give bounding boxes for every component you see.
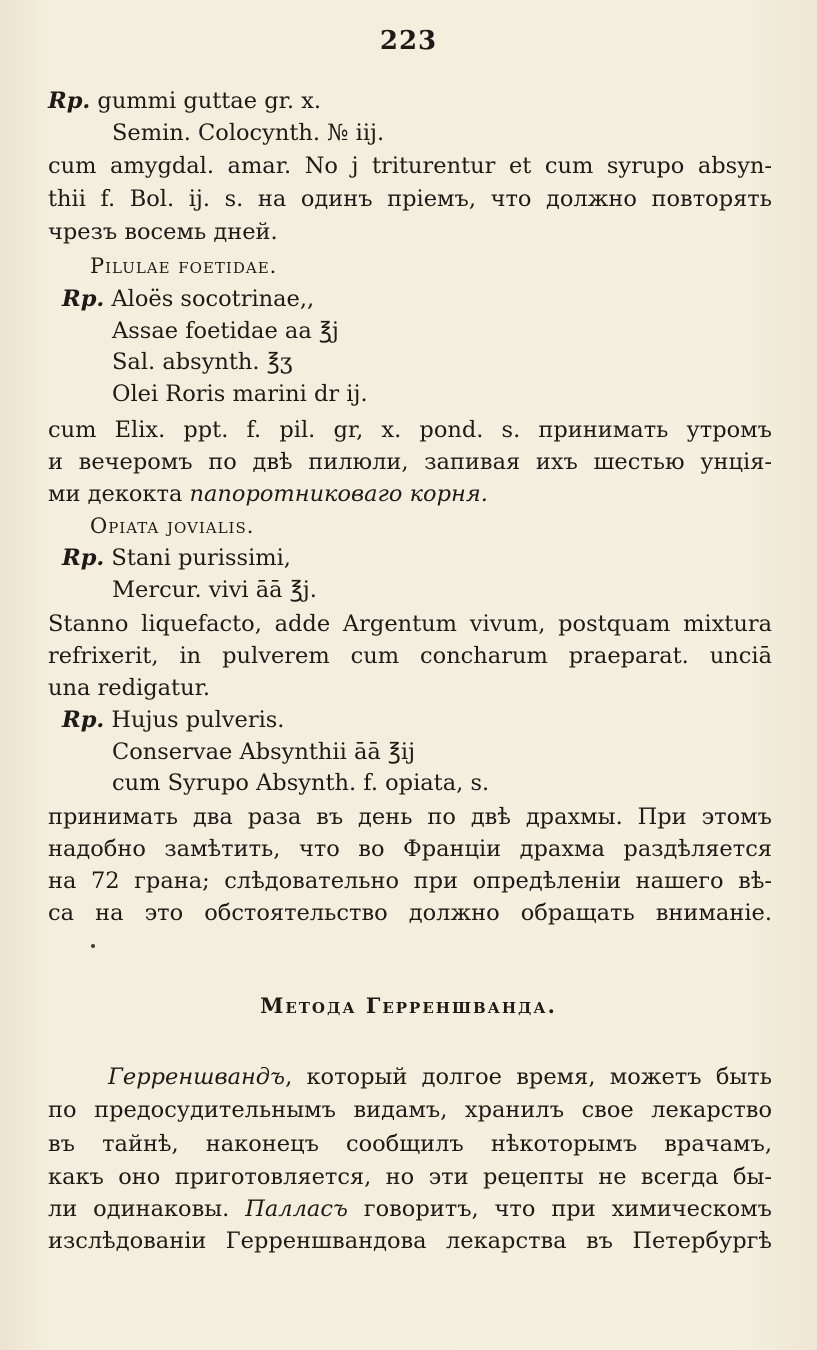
text-line: чрезъ восемь дней. xyxy=(48,219,278,245)
recipe-line xyxy=(62,547,291,570)
text-line xyxy=(108,1066,772,1089)
section-heading: Метода Герреншванда. xyxy=(260,993,557,1018)
text-line: надобно замѣтить, что во Франціи драхма раздѣляется xyxy=(48,836,772,862)
recipe-line: Sal. absynth. ℥ʒ xyxy=(112,349,293,375)
text-line: изслѣдованіи Герреншвандова лекарства въ Петербургѣ xyxy=(48,1228,772,1254)
recipe-line: Olei Roris marini dr ij. xyxy=(112,381,368,407)
text-line: cum amygdal. amar. No j triturentur et cum syrupo absyn- xyxy=(48,153,772,179)
italic-span: Герреншвандъ xyxy=(108,1064,286,1090)
ink-speck xyxy=(91,944,95,948)
recipe-line xyxy=(62,288,314,311)
italic-span: Палласъ xyxy=(245,1196,348,1222)
text-line: cum Elix. ppt. f. pil. gr, x. pond. s. принимать утромъ xyxy=(48,417,772,443)
recipe-text: Stani purissimi, xyxy=(104,545,291,571)
recipe-line xyxy=(62,709,284,732)
text-line xyxy=(48,1198,772,1221)
recipe-mark: Rp. xyxy=(48,88,91,114)
recipe-mark: Rp. xyxy=(62,707,105,733)
text-line: какъ оно приготовляется, но эти рецепты не всегда бы- xyxy=(48,1164,772,1190)
recipe-line: cum Syrupo Absynth. f. opiata, s. xyxy=(112,770,490,796)
recipe-text: Aloës socotrinae,, xyxy=(104,286,315,312)
text-line: са на это обстоятельство должно обращать вниманіе. xyxy=(48,900,772,926)
recipe-mark: Rp. xyxy=(62,545,105,571)
text-line: Stanno liquefacto, adde Argentum vivum, postquam mixtura xyxy=(48,611,772,637)
recipe-line: Mercur. vivi āā ℥j. xyxy=(112,577,317,603)
italic-span: папоротниковаго корня. xyxy=(189,481,488,507)
recipe-line: Conservae Absynthii āā ℥ij xyxy=(112,739,416,765)
recipe-title: Pilulae foetidae. xyxy=(90,254,278,278)
text-span: ми декокта xyxy=(48,481,190,507)
recipe-mark: Rp. xyxy=(62,286,105,312)
recipe-title: Opiata jovialis. xyxy=(90,514,255,538)
page-number: 223 xyxy=(379,26,438,56)
text-line: thii f. Bol. ij. s. на одинъ пріемъ, что должно повторять xyxy=(48,186,772,212)
text-span: говоритъ, что при химическомъ xyxy=(347,1196,772,1222)
recipe-line: Assae foetidae aa ℥j xyxy=(112,318,339,344)
text-line: и вечеромъ по двѣ пилюли, запивая ихъ шестью унція- xyxy=(48,449,772,475)
text-line: на 72 грана; слѣдовательно при опредѣленіи нашего вѣ- xyxy=(48,868,772,894)
text-line: по предосудительнымъ видамъ, хранилъ свое лекарство xyxy=(48,1097,772,1123)
text-line: una redigatur. xyxy=(48,675,211,701)
text-line xyxy=(48,483,488,506)
recipe-line xyxy=(48,90,321,113)
text-span: , который долгое время, можетъ быть xyxy=(285,1064,772,1090)
recipe-line: Semin. Colocynth. № iij. xyxy=(112,120,385,146)
recipe-text: gummi guttae gr. x. xyxy=(90,88,322,114)
recipe-text: Hujus pulveris. xyxy=(104,707,285,733)
text-line: refrixerit, in pulverem cum concharum praeparat. unciā xyxy=(48,643,772,669)
text-line: принимать два раза въ день по двѣ драхмы. При этомъ xyxy=(48,804,772,830)
text-span: ли одинаковы. xyxy=(48,1196,246,1222)
text-line: въ тайнѣ, наконецъ сообщилъ нѣкоторымъ врачамъ, xyxy=(48,1131,772,1157)
